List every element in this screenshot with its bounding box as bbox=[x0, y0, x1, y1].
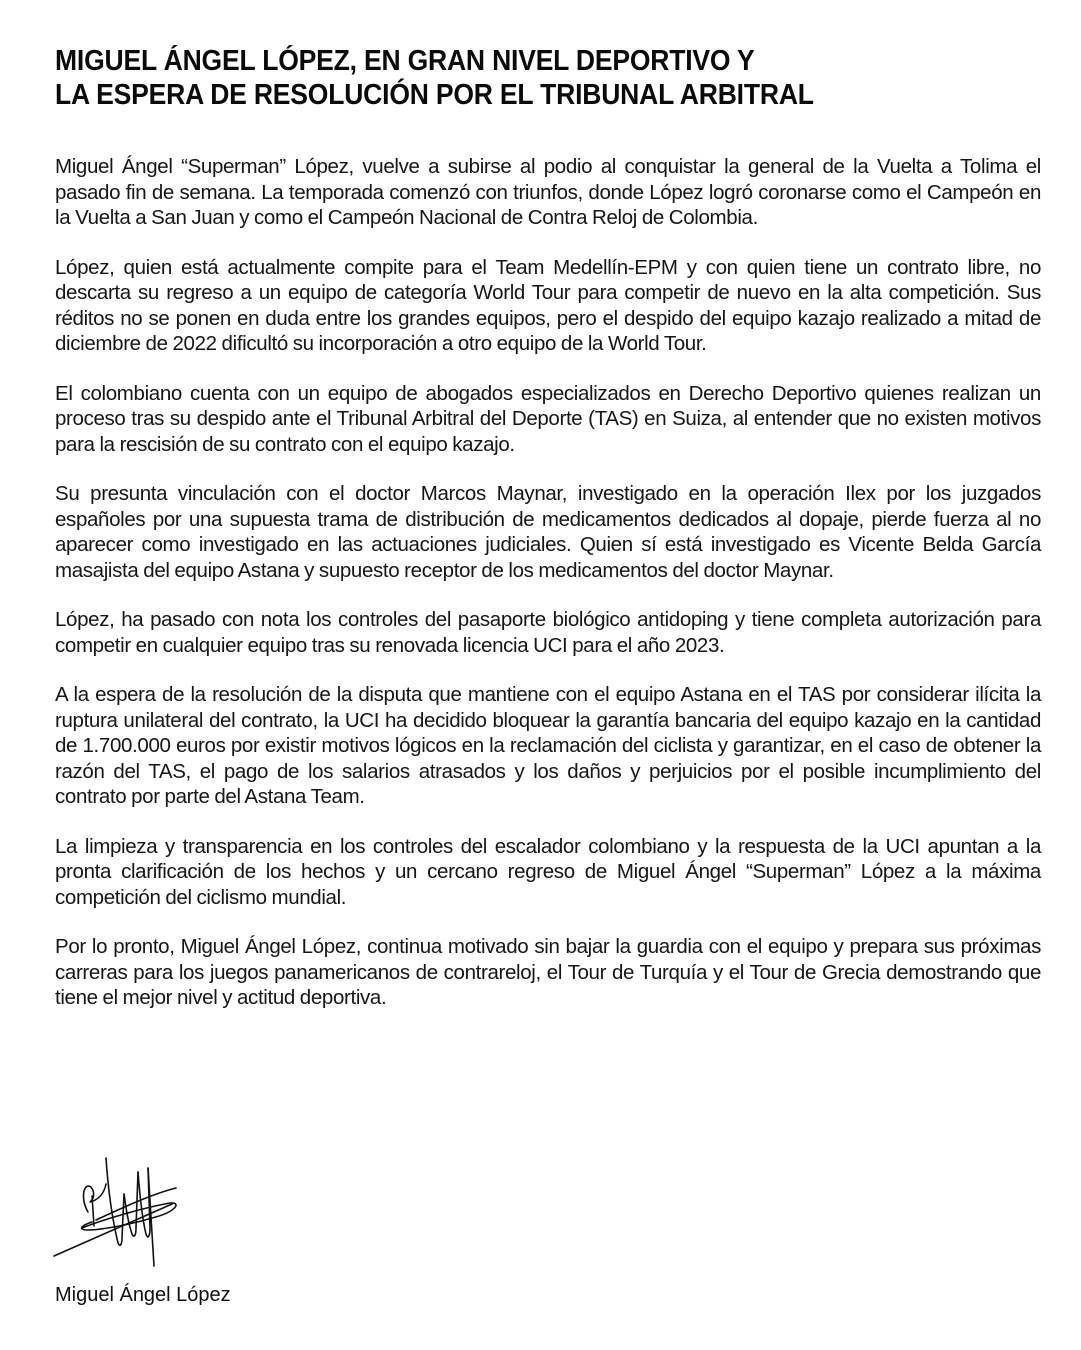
press-release bbox=[55, 44, 1041, 1035]
paragraph-uci-guarantee: A la espera de la resolución de la disputa que mantiene con el equipo Astana en el TAS por considerar ilícita la ruptura unilateral del contrato, la UCI ha decidido bloquear la garantía bancaria del equipo kazajo en la cantidad de 1.700.000 euros por existir motivos lógicos en la reclamación del ciclista y garantizar, en el caso de obtener la razón del TAS, el pago de los salarios atrasados y los daños y perjuicios por el posible incumplimiento del contrato por parte del Astana Team. bbox=[55, 683, 1041, 808]
paragraph-biological-passport: López, ha pasado con nota los controles del pasaporte biológico antidoping y tiene completa autorización para competir en cualquier equipo tras su renovada licencia UCI para el año 2023. bbox=[55, 608, 1041, 657]
paragraph-maynar: Su presunta vinculación con el doctor Marcos Maynar, investigado en la operación Ilex por los juzgados españoles por una supuesta trama de distribución de medicamentos dedicados al dopaje, pierde fuerza al no aparecer como investigado en las actuaciones judiciales. Quien sí está investigado es Vicente Belda García masajista del equipo Astana y supuesto receptor de los medicamentos del doctor Maynar. bbox=[55, 482, 1041, 582]
handwritten-signature-icon bbox=[52, 1148, 192, 1273]
title-line-2: LA ESPERA DE RESOLUCIÓN POR EL TRIBUNAL ARBITRAL bbox=[55, 79, 814, 111]
paragraph-world-tour: López, quien está actualmente compite para el Team Medellín-EPM y con quien tiene un contrato libre, no descarta su regreso a un equipo de categoría World Tour para competir de nuevo en la alta competición. Sus réditos no se ponen en duda entre los grandes equipos, pero el despido del equipo kazajo realizado a mitad de diciembre de 2022 dificultó su incorporación a otro equipo de la World Tour. bbox=[55, 255, 1041, 355]
paragraph-podium: Miguel Ángel “Superman” López, vuelve a subirse al podio al conquistar la general de la Vuelta a Tolima el pasado fin de semana. La temporada comenzó con triunfos, donde López logró coronarse como el Campeón en la Vuelta a San Juan y como el Campeón Nacional de Contra Reloj de Colombia. bbox=[55, 155, 1041, 229]
paragraph-upcoming-races: Por lo pronto, Miguel Ángel López, continua motivado sin bajar la guardia con el equipo y prepara sus próximas carreras para los juegos panamericanos de contrareloj, el Tour de Turquía y el Tour de Grecia demostrando que tiene el mejor nivel y actitud deportiva. bbox=[55, 935, 1041, 1009]
signature-block bbox=[52, 1148, 231, 1307]
signer-name: Miguel Ángel López bbox=[55, 1284, 231, 1306]
paragraph-transparency: La limpieza y transparencia en los controles del escalador colombiano y la respuesta de la UCI apuntan a la pronta clarificación de los hechos y un cercano regreso de Miguel Ángel “Superman” López a la máxima competición del ciclismo mundial. bbox=[55, 834, 1041, 909]
title-line-1: MIGUEL ÁNGEL LÓPEZ, EN GRAN NIVEL DEPORTIVO Y bbox=[55, 45, 755, 77]
paragraph-lawyers: El colombiano cuenta con un equipo de abogados especializados en Derecho Deportivo quienes realizan un proceso tras su despido ante el Tribunal Arbitral del Deporte (TAS) en Suiza, al entender que no existen motivos para la rescisión de su contrato con el equipo kazajo. bbox=[55, 381, 1041, 456]
document-title bbox=[55, 44, 1041, 112]
